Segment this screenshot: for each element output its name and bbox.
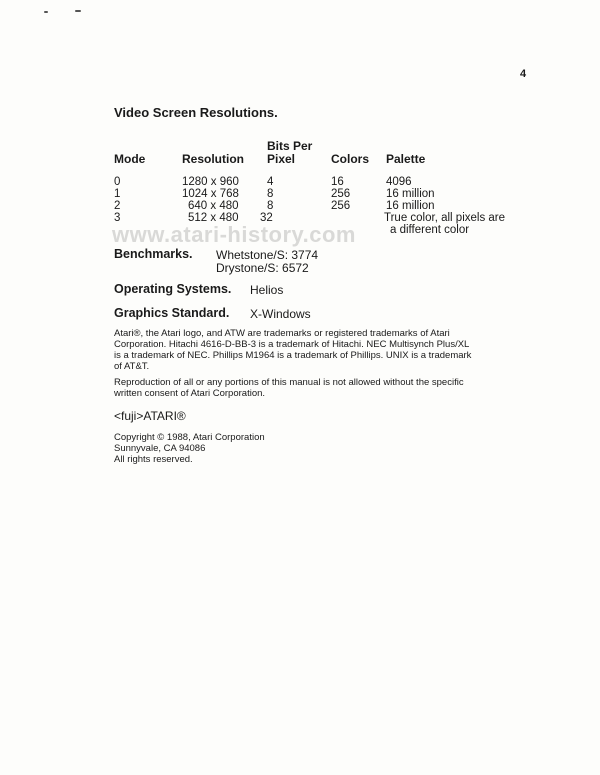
row-0-colors: 16 — [331, 176, 344, 188]
copyright-rights: All rights reserved. — [114, 454, 193, 465]
row-1-resolution: 1024 x 768 — [182, 188, 239, 200]
row-3-mode: 3 — [114, 212, 121, 224]
copyright-line: Copyright © 1988, Atari Corporation — [114, 432, 265, 443]
operating-systems-value: Helios — [250, 283, 284, 297]
row-2-resolution: 640 x 480 — [188, 200, 239, 212]
header-colors: Colors — [331, 152, 370, 166]
watermark: www.atari-history.com — [112, 222, 356, 247]
atari-logo-text: <fuji>ATARI® — [114, 409, 186, 423]
header-bits-line1: Bits Per — [267, 139, 313, 153]
header-bits-per-pixel — [267, 140, 312, 166]
benchmarks-label: Benchmarks. — [114, 247, 193, 261]
row-0-bits: 4 — [267, 176, 274, 188]
trademark-notice — [114, 328, 471, 372]
trademark-line: is a trademark of NEC. Phillips M1964 is a trademark of Phillips. UNIX is a trademark — [114, 350, 472, 361]
row-0-palette: 4096 — [386, 176, 412, 188]
row-3-bits: 32 — [260, 212, 273, 224]
row-1-palette: 16 million — [386, 188, 435, 200]
row-1-colors: 256 — [331, 188, 351, 200]
header-mode: Mode — [114, 152, 146, 166]
scan-speck — [75, 10, 81, 12]
trademark-line: of AT&T. — [114, 361, 150, 372]
row-1-bits: 8 — [267, 188, 274, 200]
header-resolution: Resolution — [182, 152, 244, 166]
row-2-mode: 2 — [114, 200, 121, 212]
row-2-colors: 256 — [331, 200, 351, 212]
section-title: Video Screen Resolutions. — [114, 105, 278, 120]
row-3-resolution: 512 x 480 — [188, 212, 239, 224]
header-bits-line2: Pixel — [267, 152, 296, 166]
row-0-mode: 0 — [114, 176, 121, 188]
copyright-address: Sunnyvale, CA 94086 — [114, 443, 206, 454]
row-2-palette: 16 million — [386, 200, 435, 212]
graphics-standard-value: X-Windows — [250, 307, 311, 321]
graphics-standard-label: Graphics Standard. — [114, 306, 230, 320]
page-number: 4 — [520, 68, 527, 80]
benchmark-whetstone: Whetstone/S: 3774 — [216, 248, 319, 262]
row-3-palette-continued: a different color — [390, 224, 470, 236]
reproduction-notice — [114, 377, 464, 399]
operating-systems-label: Operating Systems. — [114, 282, 232, 296]
row-2-bits: 8 — [267, 200, 274, 212]
header-palette: Palette — [386, 152, 426, 166]
trademark-line: Corporation. Hitachi 4616-D-BB-3 is a trademark of Hitachi. NEC Multisynch Plus/XL — [114, 339, 470, 350]
reproduction-line: written consent of Atari Corporation. — [114, 388, 266, 399]
scan-speck — [44, 11, 48, 13]
row-3-palette: True color, all pixels are — [384, 212, 506, 224]
row-0-resolution: 1280 x 960 — [182, 176, 239, 188]
trademark-line: Atari®, the Atari logo, and ATW are trademarks or registered trademarks of Atari — [114, 328, 450, 339]
row-1-mode: 1 — [114, 188, 121, 200]
copyright-block — [114, 432, 265, 465]
reproduction-line: Reproduction of all or any portions of this manual is not allowed without the specific — [114, 377, 464, 388]
benchmark-drystone: Drystone/S: 6572 — [216, 261, 309, 275]
